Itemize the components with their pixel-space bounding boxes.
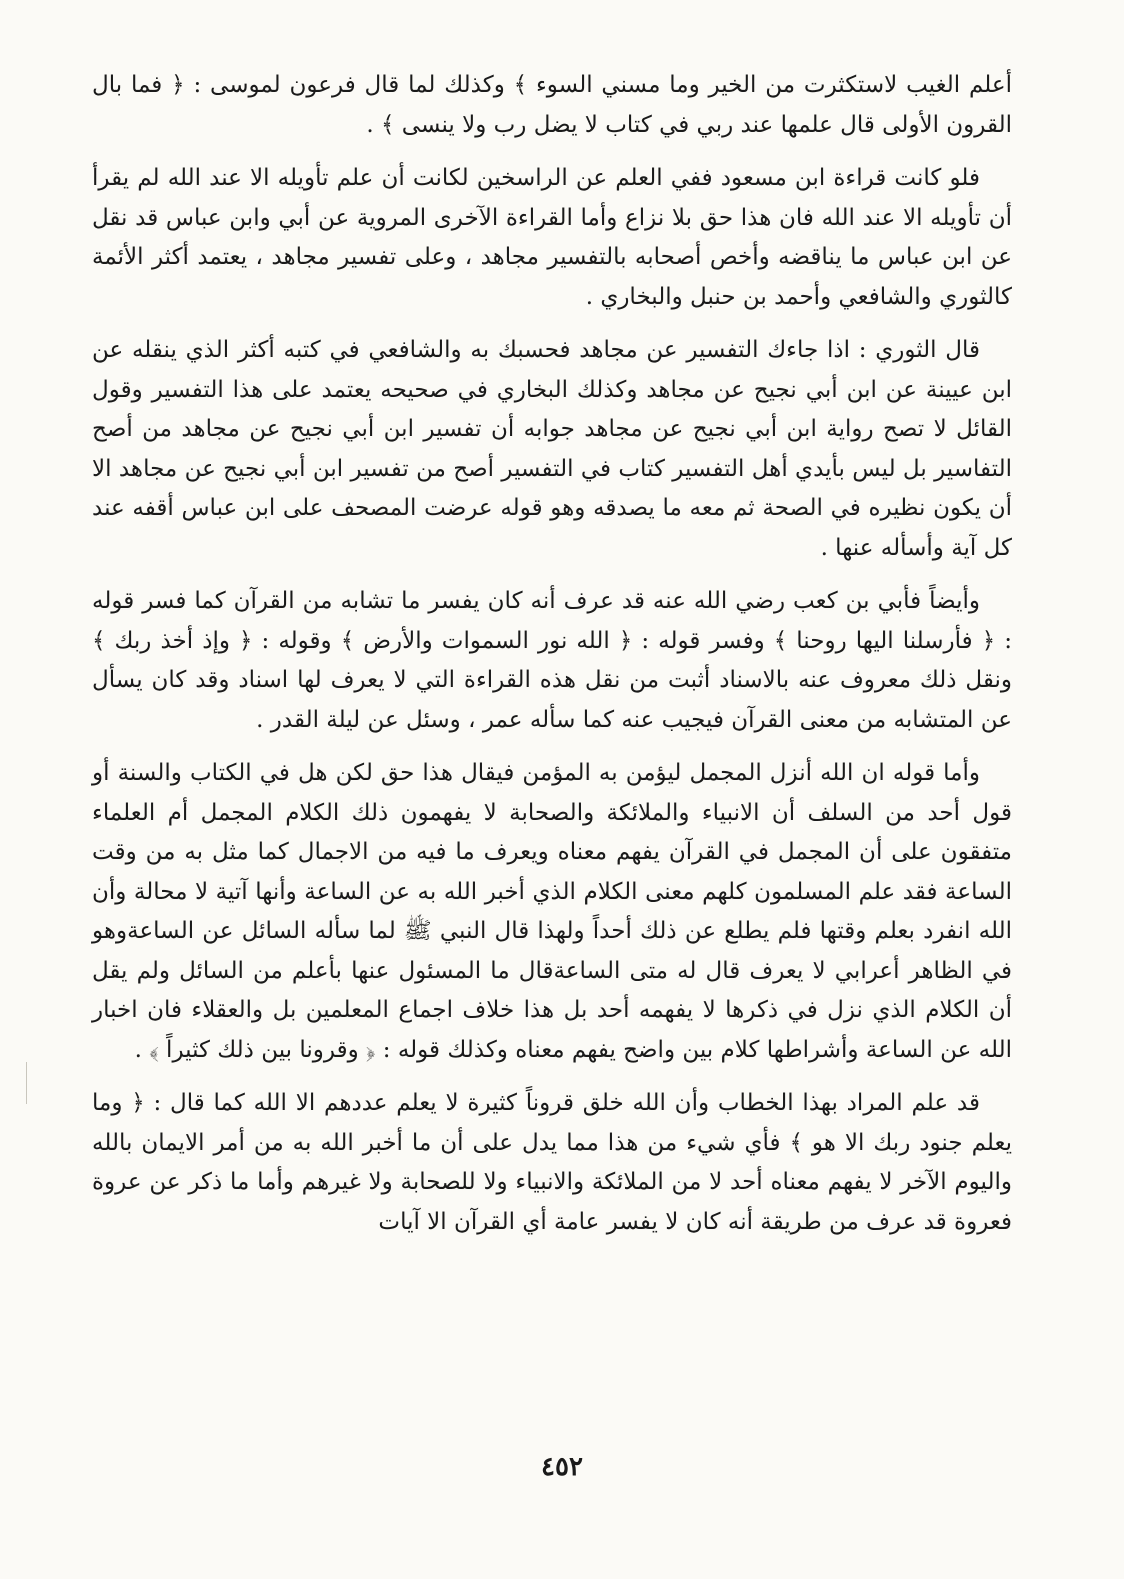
paragraph: أعلم الغيب لاستكثرت من الخير وما مسني السوء ﴾ وكذلك لما قال فرعون لموسى : ﴿ فما بال القرون الأولى قال علمها عند ربي في كتاب لا يضل رب ولا ينسى ﴾ . bbox=[92, 72, 1012, 138]
paragraph: قال الثوري : اذا جاءك التفسير عن مجاهد فحسبك به والشافعي في كتبه أكثر الذي ينقله عن ابن عيينة عن ابن أبي نجيح عن مجاهد وكذلك البخاري في صحيحه يعتمد على هذا التفسير وقول القائل لا تصح رواية ابن أبي نجيح عن مجاهد جوابه أن تفسير ابن أبي نجيح عن مجاهد من أصح التفاسير بل ليس بأيدي أهل التفسير كتاب في التفسير أصح من تفسير ابن أبي نجيح عن مجاهد الا أن يكون نظيره في الصحة ثم معه ما يصدقه وهو قوله عرضت المصحف على ابن عباس أقفه عند كل آية وأسأله عنها . bbox=[92, 337, 1012, 561]
paragraph: وأيضاً فأبي بن كعب رضي الله عنه قد عرف أنه كان يفسر ما تشابه من القرآن كما فسر قوله : ﴿ فأرسلنا اليها روحنا ﴾ وفسر قوله : ﴿ الله نور السموات والأرض ﴾ وقوله : ﴿ وإذ أخذ ربك ﴾ ونقل ذلك معروف عنه بالاسناد أثبت من نقل هذه القراءة التي لا يعرف لها اسناد وقد كان يسأل عن المتشابه من معنى القرآن فيجيب عنه كما سأله عمر ، وسئل عن ليلة القدر . bbox=[92, 588, 1012, 733]
margin-mark bbox=[26, 1062, 27, 1104]
paragraph: وأما قوله ان الله أنزل المجمل ليؤمن به المؤمن فيقال هذا حق لكن هل في الكتاب والسنة أو قول أحد من السلف أن الانبياء والملائكة والصحابة لا يفهمون ذلك الكلام المجمل أم العلماء متفقون على أن المجمل في القرآن يفهم معناه ويعرف ما فيه من الاجمال كما مثل به من وقت الساعة فقد علم المسلمون كلهم معنى الكلام الذي أخبر الله به عن الساعة وأنها آتية لا محالة وأن الله انفرد بعلم وقتها فلم يطلع عن ذلك أحداً ولهذا قال النبي ﷺ لما سأله السائل عن الساعةوهو في الظاهر أعرابي لا يعرف قال له متى الساعةقال ما المسئول عنها بأعلم من السائل ولم يقل أن الكلام الذي نزل في ذكرها لا يفهمه أحد بل هذا خلاف اجماع المعلمين بل والعقلاء فان اخبار الله عن الساعة وأشراطها كلام بين واضح يفهم معناه وكذلك قوله : ﴿ وقرونا بين ذلك كثيراً ﴾ . bbox=[92, 760, 1012, 1063]
body-text bbox=[92, 66, 1012, 1242]
paragraph: فلو كانت قراءة ابن مسعود ففي العلم عن الراسخين لكانت أن علم تأويله الا عند الله لم يقرأ أن تأويله الا عند الله فان هذا حق بلا نزاع وأما القراءة الآخرى المروية عن أبي وابن عباس قد نقل عن ابن عباس ما يناقضه وأخص أصحابه بالتفسير مجاهد ، وعلى تفسير مجاهد ، يعتمد أكثر الأئمة كالثوري والشافعي وأحمد بن حنبل والبخاري . bbox=[92, 165, 1012, 310]
page-number: ٤٥٢ bbox=[541, 1452, 583, 1482]
paragraph: قد علم المراد بهذا الخطاب وأن الله خلق قروناً كثيرة لا يعلم عددهم الا الله كما قال : ﴿ وما يعلم جنود ربك الا هو ﴾ فأي شيء من هذا مما يدل على أن ما أخبر الله به من أمر الايمان بالله واليوم الآخر لا يفهم معناه أحد لا من الملائكة والانبياء ولا للصحابة ولا غيرهم وأما ما ذكر عن عروة فعروة قد عرف من طريقة أنه كان لا يفسر عامة أي القرآن الا آيات bbox=[92, 1090, 1012, 1235]
